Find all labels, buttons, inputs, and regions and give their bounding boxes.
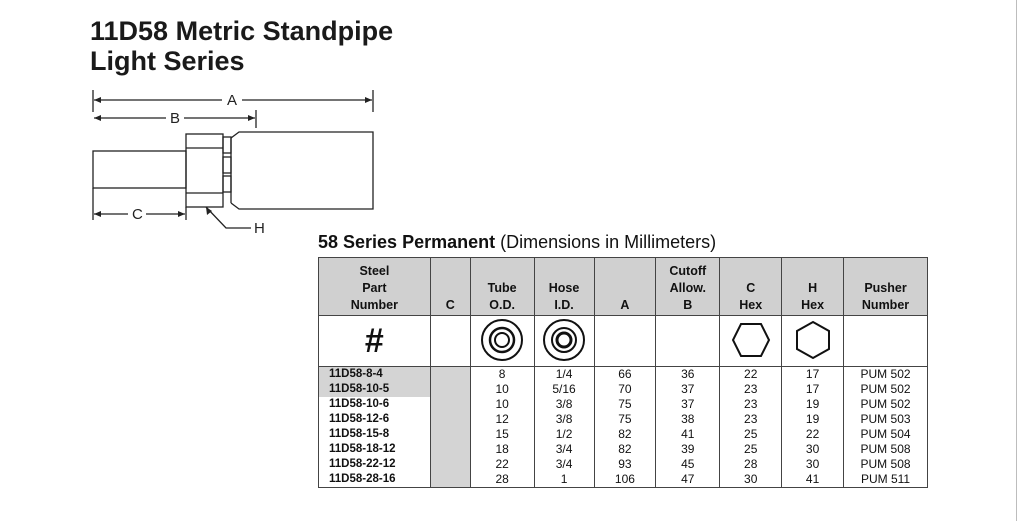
table-row: [319, 412, 928, 427]
pusher-cell: PUM 503: [844, 412, 928, 427]
pusher-cell: PUM 502: [844, 397, 928, 412]
a-cell: 70: [594, 382, 656, 397]
a-cell: 66: [594, 367, 656, 383]
pusher-cell: PUM 508: [844, 457, 928, 472]
tube-od-cell: 8: [470, 367, 534, 383]
dim-c-label: C: [132, 206, 143, 223]
a-cell: 106: [594, 472, 656, 488]
header-cutoff: Cutoff Allow. B: [656, 258, 720, 316]
cutoff-icon-cell: [656, 316, 720, 367]
cutoff-cell: 47: [656, 472, 720, 488]
part-number-cell: 11D58-10-6: [319, 397, 431, 412]
c-hex-cell: 23: [720, 412, 782, 427]
header-hose-id: Hose I.D.: [534, 258, 594, 316]
tube-od-cell: 15: [470, 427, 534, 442]
hose-id-cell: 3/4: [534, 442, 594, 457]
hose-id-cell: 3/8: [534, 412, 594, 427]
c-hex-cell: 30: [720, 472, 782, 488]
standpipe-diagram: [86, 88, 386, 238]
title-line-1: 11D58 Metric Standpipe: [90, 16, 394, 46]
cutoff-cell: 38: [656, 412, 720, 427]
cutoff-cell: 41: [656, 427, 720, 442]
h-hex-cell: 30: [782, 442, 844, 457]
a-icon-cell: [594, 316, 656, 367]
header-c: C: [430, 258, 470, 316]
header-part-number: Steel Part Number: [319, 258, 431, 316]
pusher-icon-cell: [844, 316, 928, 367]
header-c-hex: C Hex: [720, 258, 782, 316]
h-hex-cell: 22: [782, 427, 844, 442]
pusher-cell: PUM 502: [844, 382, 928, 397]
c-icon-cell: [430, 316, 470, 367]
h-hex-cell: 17: [782, 367, 844, 383]
tube-od-cell: 22: [470, 457, 534, 472]
h-hex-cell: 19: [782, 412, 844, 427]
c-cell: [430, 472, 470, 488]
c-hex-icon: [720, 316, 782, 367]
table-row: [319, 427, 928, 442]
cutoff-cell: 37: [656, 397, 720, 412]
h-hex-cell: 41: [782, 472, 844, 488]
h-hex-cell: 19: [782, 397, 844, 412]
caption-bold: 58 Series Permanent: [318, 232, 496, 252]
tube-od-cell: 28: [470, 472, 534, 488]
cutoff-cell: 45: [656, 457, 720, 472]
header-pusher: Pusher Number: [844, 258, 928, 316]
table-caption: [318, 232, 716, 253]
c-hex-cell: 22: [720, 367, 782, 383]
hose-id-cell: 1/2: [534, 427, 594, 442]
icon-row: [319, 316, 928, 367]
a-cell: 82: [594, 427, 656, 442]
dim-h-label: H: [254, 220, 265, 237]
part-number-cell: 11D58-12-6: [319, 412, 431, 427]
c-cell: [430, 457, 470, 472]
table-row: [319, 472, 928, 488]
c-hex-cell: 23: [720, 382, 782, 397]
c-cell: [430, 442, 470, 457]
header-tube-od: Tube O.D.: [470, 258, 534, 316]
a-cell: 75: [594, 397, 656, 412]
cutoff-cell: 39: [656, 442, 720, 457]
pusher-cell: PUM 508: [844, 442, 928, 457]
h-hex-icon: [782, 316, 844, 367]
page-edge-line: [1016, 0, 1017, 521]
pusher-cell: PUM 502: [844, 367, 928, 383]
page-title: [90, 16, 393, 76]
spec-table: [318, 257, 928, 488]
c-hex-cell: 23: [720, 397, 782, 412]
hose-id-cell: 3/4: [534, 457, 594, 472]
hose-id-cell: 1: [534, 472, 594, 488]
hash-icon: #: [319, 316, 431, 367]
h-hex-cell: 17: [782, 382, 844, 397]
table-body: [319, 367, 928, 488]
pusher-cell: PUM 511: [844, 472, 928, 488]
table-row: [319, 397, 928, 412]
a-cell: 93: [594, 457, 656, 472]
hose-id-icon: [534, 316, 594, 367]
dim-a-label: A: [227, 92, 238, 109]
c-cell: [430, 397, 470, 412]
header-row: [319, 258, 928, 316]
part-number-cell: 11D58-15-8: [319, 427, 431, 442]
c-cell: [430, 427, 470, 442]
dim-b-label: B: [170, 110, 181, 127]
tube-od-cell: 12: [470, 412, 534, 427]
tube-od-cell: 18: [470, 442, 534, 457]
tube-od-cell: 10: [470, 397, 534, 412]
hose-id-cell: 3/8: [534, 397, 594, 412]
cutoff-cell: 36: [656, 367, 720, 383]
part-number-cell: 11D58-28-16: [319, 472, 431, 488]
pusher-cell: PUM 504: [844, 427, 928, 442]
c-hex-cell: 25: [720, 427, 782, 442]
hose-id-cell: 1/4: [534, 367, 594, 383]
header-a: A: [594, 258, 656, 316]
table-row: [319, 367, 928, 383]
c-cell: [430, 412, 470, 427]
header-h-hex: H Hex: [782, 258, 844, 316]
a-cell: 82: [594, 442, 656, 457]
tube-od-cell: 10: [470, 382, 534, 397]
part-number-cell: 11D58-18-12: [319, 442, 431, 457]
h-hex-cell: 30: [782, 457, 844, 472]
table-row: [319, 442, 928, 457]
part-number-cell: 11D58-22-12: [319, 457, 431, 472]
table-row: [319, 382, 928, 397]
c-hex-cell: 28: [720, 457, 782, 472]
tube-od-icon: [470, 316, 534, 367]
c-cell: [430, 367, 470, 383]
a-cell: 75: [594, 412, 656, 427]
caption-rest: (Dimensions in Millimeters): [495, 232, 717, 252]
cutoff-cell: 37: [656, 382, 720, 397]
c-cell: [430, 382, 470, 397]
part-number-cell: 11D58-10-5: [319, 382, 431, 397]
title-line-2: Light Series: [90, 46, 245, 76]
c-hex-cell: 25: [720, 442, 782, 457]
part-number-cell: 11D58-8-4: [319, 367, 431, 383]
table-row: [319, 457, 928, 472]
hose-id-cell: 5/16: [534, 382, 594, 397]
